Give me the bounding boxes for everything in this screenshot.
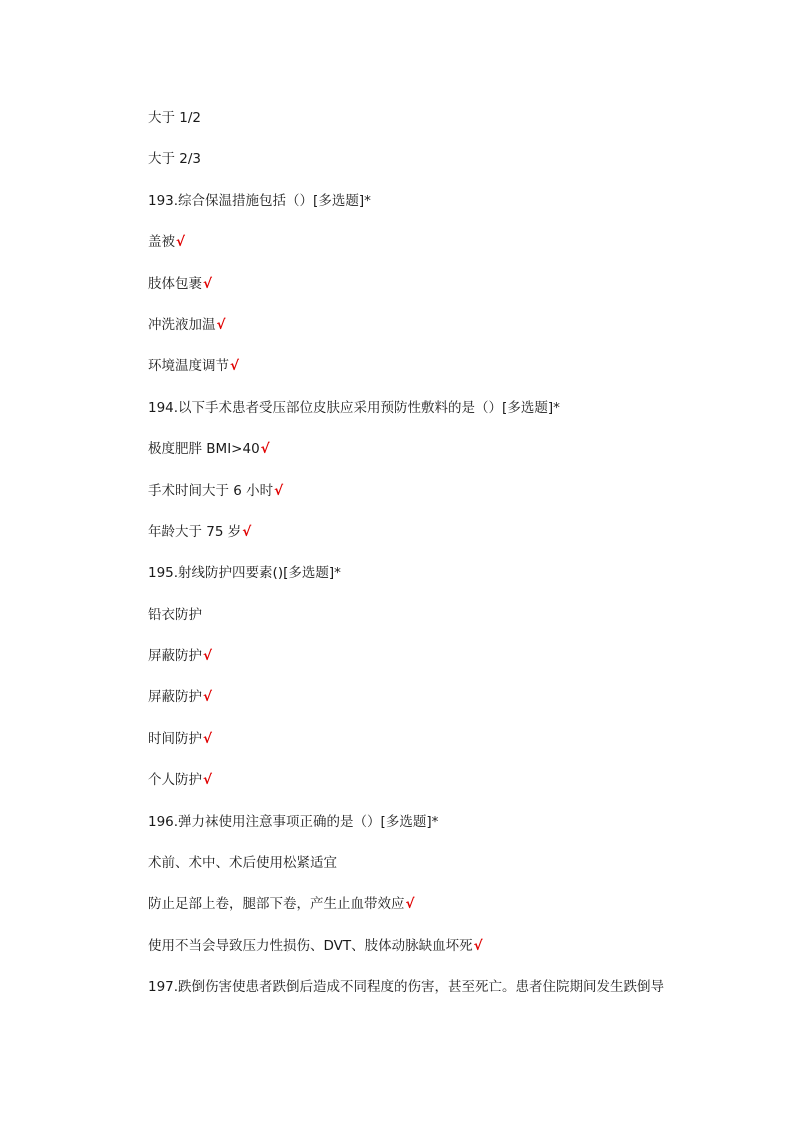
answer-option: [148, 356, 708, 397]
question-text: [148, 563, 708, 604]
answer-option: [148, 481, 708, 522]
question-text: [148, 398, 708, 439]
answer-option: [148, 108, 708, 149]
checkmark-icon: √: [203, 689, 213, 706]
checkmark-icon: √: [203, 275, 213, 292]
question-label: 193.综合保温措施包括（）[多选题]*: [148, 192, 371, 209]
answer-option: [148, 274, 708, 315]
checkmark-icon: √: [203, 772, 213, 789]
question-text: [148, 977, 708, 1018]
option-label: 极度肥胖 BMI>40: [148, 441, 260, 458]
question-label: 196.弹力袜使用注意事项正确的是（）[多选题]*: [148, 813, 439, 830]
answer-option: [148, 687, 708, 728]
checkmark-icon: √: [242, 523, 252, 540]
answer-option: [148, 646, 708, 687]
answer-option: [148, 232, 708, 273]
checkmark-icon: √: [203, 648, 213, 665]
option-label: 大于 1/2: [148, 110, 202, 126]
question-label: 197.跌倒伤害使患者跌倒后造成不同程度的伤害，甚至死亡。患者住院期间发生跌倒导: [148, 979, 665, 996]
question-text: [148, 191, 708, 232]
answer-option: [148, 315, 708, 356]
answer-option: [148, 522, 708, 563]
answer-option: [148, 853, 708, 894]
checkmark-icon: √: [260, 441, 270, 458]
option-label: 防止足部上卷，腿部下卷，产生止血带效应: [148, 896, 405, 913]
question-label: 195.射线防护四要素()[多选题]*: [148, 565, 341, 582]
option-label: 屏蔽防护: [148, 648, 202, 665]
answer-option: [148, 894, 708, 935]
checkmark-icon: √: [176, 234, 186, 251]
option-label: 年龄大于 75 岁: [148, 523, 242, 540]
question-text: [148, 812, 708, 853]
option-label: 术前、术中、术后使用松紧适宜: [148, 855, 337, 872]
option-label: 个人防护: [148, 772, 202, 789]
checkmark-icon: √: [274, 482, 284, 499]
answer-option: [148, 605, 708, 646]
answer-option: [148, 936, 708, 977]
answer-option: [148, 149, 708, 190]
option-label: 盖被: [148, 234, 175, 251]
question-label: 194.以下手术患者受压部位皮肤应采用预防性敷料的是（）[多选题]*: [148, 399, 560, 416]
checkmark-icon: √: [203, 730, 213, 747]
option-label: 屏蔽防护: [148, 689, 202, 706]
option-label: 铅衣防护: [148, 606, 202, 623]
option-label: 时间防护: [148, 730, 202, 747]
quiz-content: [148, 108, 708, 1019]
answer-option: [148, 439, 708, 480]
checkmark-icon: √: [405, 896, 415, 913]
checkmark-icon: √: [473, 937, 483, 954]
answer-option: [148, 770, 708, 811]
option-label: 大于 2/3: [148, 151, 202, 168]
answer-option: [148, 729, 708, 770]
option-label: 环境温度调节: [148, 358, 229, 375]
option-label: 使用不当会导致压力性损伤、DVT、肢体动脉缺血坏死: [148, 937, 473, 954]
option-label: 冲洗液加温: [148, 316, 216, 333]
checkmark-icon: √: [216, 316, 226, 333]
checkmark-icon: √: [230, 358, 240, 375]
option-label: 肢体包裹: [148, 275, 202, 292]
option-label: 手术时间大于 6 小时: [148, 482, 274, 499]
